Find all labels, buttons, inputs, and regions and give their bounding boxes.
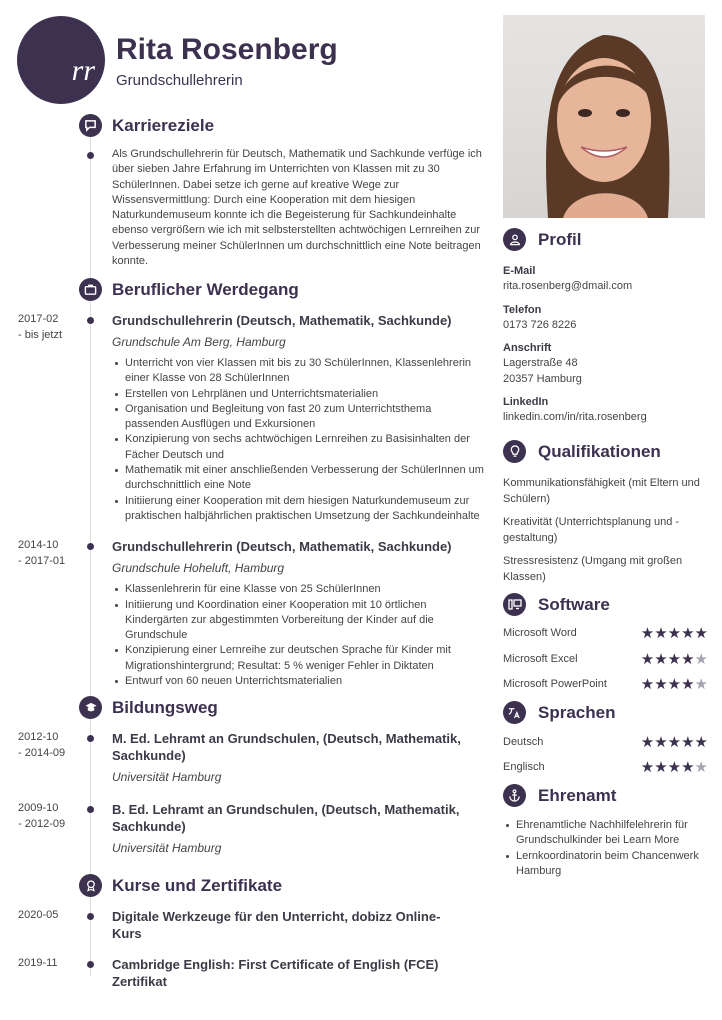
field-value: 0173 726 8226 — [503, 318, 577, 331]
skill-name: Microsoft Excel — [503, 652, 578, 665]
career-summary: Als Grundschullehrerin für Deutsch, Mathematik und Sachkunde verfüge ich über sieben Jahre Erfahrung im Unterrichten von Klassen mit zu 30 SchülerInnen. Dabei setze ich gerne auf kreative Wege zur Wissensvermittlung: Durch eine Kooperation mit dem hiesigen Naturkundemuseum konnte ich die Begeisterung für Sachkundeinhalte ebenso vergrößern wie ich mit selbsterstellten achtwöchigen Lernreihen zur Verbesserung meiner SchülerInnen um durchschnittlich eine Note beitragen konnte. — [112, 148, 482, 268]
job-title: Grundschullehrerin — [116, 72, 243, 89]
course-date: 2020-05 — [18, 909, 59, 921]
section-heading: Karriereziele — [112, 116, 215, 135]
star-icon: ★ — [667, 676, 682, 694]
briefcase-icon — [79, 278, 102, 301]
list-item: Ehrenamtliche Nachhilfelehrerin für Grundschulkinder bei Learn More — [503, 818, 708, 849]
list-item: Mathematik mit einer anschließenden Verbesserung der SchülerInnen um durchschnittlich eine Note — [112, 463, 486, 494]
list-item: Erstellen von Lehrplänen und Unterrichtsmaterialien — [112, 387, 486, 402]
list-item: Lernkoordinatorin beim Chancenwerk Hamburg — [503, 849, 708, 880]
star-icon: ★ — [667, 650, 682, 668]
field-value: linkedin.com/in/rita.rosenberg — [503, 411, 647, 423]
sidebar — [503, 15, 708, 879]
skill-row — [503, 621, 708, 647]
section-heading: Software — [538, 594, 610, 614]
company: Grundschule Am Berg, Hamburg — [112, 335, 286, 349]
star-icon: ★ — [694, 676, 708, 694]
translate-icon — [503, 701, 526, 724]
profile-field — [503, 303, 708, 334]
section-heading: Ehrenamt — [538, 786, 617, 805]
graduation-cap-icon — [79, 696, 102, 719]
star-icon: ★ — [640, 625, 655, 643]
star-icon: ★ — [681, 733, 695, 751]
course-entry — [0, 908, 490, 942]
star-icon: ★ — [640, 759, 655, 777]
star-icon: ★ — [654, 733, 668, 751]
rating-stars — [641, 675, 708, 693]
date-end: - 2014-09 — [18, 746, 66, 759]
star-icon: ★ — [654, 625, 668, 643]
date-start: 2009-10 — [18, 802, 59, 814]
date-end: - bis jetzt — [18, 328, 63, 341]
language-row — [503, 729, 708, 755]
date-start: 2012-10 — [18, 731, 59, 743]
star-icon: ★ — [681, 625, 695, 643]
profile-field — [503, 395, 708, 426]
list-item: Unterricht von vier Klassen mit bis zu 30 SchülerInnen, Klassenlehrerin einer Klasse von 28 SchülerInnen — [112, 356, 486, 387]
star-icon: ★ — [681, 759, 695, 777]
education-entry — [0, 730, 490, 785]
education-entry — [0, 801, 490, 856]
field-label: Anschrift — [503, 342, 552, 354]
field-value: 20357 Hamburg — [503, 372, 582, 385]
rating-stars — [641, 624, 708, 642]
monogram-logo: rr — [17, 16, 105, 104]
field-value: Lagerstraße 48 — [503, 357, 578, 369]
rating-stars — [641, 733, 708, 751]
field-label: Telefon — [503, 303, 542, 316]
profile-photo — [503, 15, 705, 218]
star-icon: ★ — [694, 759, 708, 777]
devices-icon — [503, 593, 526, 616]
rating-stars — [641, 758, 708, 776]
star-icon: ★ — [654, 676, 668, 694]
skill-name: Microsoft Word — [503, 627, 577, 640]
course-title: Cambridge English: First Certificate of English (FCE) Zertifikat — [112, 957, 439, 989]
skill-name: Microsoft PowerPoint — [503, 678, 607, 691]
field-value: rita.rosenberg@dmail.com — [503, 280, 633, 292]
skill-row — [503, 646, 708, 672]
timeline-dot — [87, 913, 94, 920]
date-end: - 2017-01 — [18, 554, 66, 567]
list-item: Organisation und Begleitung von fast 20 zum Unterrichtsthema passenden Ausflügen und Exkursionen — [112, 402, 486, 433]
speech-bubble-icon — [79, 114, 102, 137]
anchor-icon — [503, 784, 526, 807]
user-icon — [503, 228, 526, 251]
timeline-dot — [87, 152, 94, 159]
date-start: 2017-02 — [18, 313, 59, 325]
star-icon: ★ — [640, 733, 655, 751]
star-icon: ★ — [640, 676, 655, 694]
profile-field — [503, 341, 708, 387]
list-item: Initiierung und Koordination einer Kooperation mit 10 örtlichen Kindergärten zur abgestimmten Vorbereitung der Kinder auf die Grundschule — [112, 598, 486, 644]
list-item: Konzipierung von sechs achtwöchigen Lernreihen zu Basisinhalten der Fächer Deutsch und — [112, 432, 486, 463]
star-icon: ★ — [681, 650, 695, 668]
timeline-dot — [87, 806, 94, 813]
degree-title: B. Ed. Lehramt an Grundschulen, (Deutsch, Mathematik, Sachkunde) — [112, 802, 460, 834]
section-heading: Profil — [538, 230, 582, 249]
date-end: - 2012-09 — [18, 817, 66, 830]
list-item: Konzipierung einer Lernreihe zur deutschen Sprache für Kinder mit Migrationshintergrund; Resultat: 5 % weniger Fehler in Diktaten — [112, 643, 486, 674]
language-name: Englisch — [503, 761, 545, 774]
section-heading: Kurse und Zertifikate — [112, 876, 283, 895]
list-item: Initiierung einer Kooperation mit dem hiesigen Naturkundemuseum zur praktischen halbjährlichen praktischen Umsetzung der Sachkundeinhalte — [112, 494, 486, 525]
date-start: 2014-10 — [18, 539, 59, 552]
section-heading: Qualifikationen — [538, 441, 661, 461]
section-education — [0, 696, 490, 856]
candidate-name: Rita Rosenberg — [116, 33, 338, 66]
star-icon: ★ — [654, 650, 668, 668]
qualification-item: Kommunikationsfähigkeit (mit Eltern und Schülern) — [503, 476, 700, 505]
profile-field — [503, 264, 708, 295]
job-entry — [0, 538, 490, 689]
star-icon: ★ — [654, 759, 668, 777]
timeline-dot — [87, 543, 94, 550]
company: Grundschule Hoheluft, Hamburg — [112, 561, 285, 576]
timeline-dot — [87, 317, 94, 324]
field-label: E-Mail — [503, 265, 536, 277]
section-heading: Beruflicher Werdegang — [112, 280, 299, 299]
star-icon: ★ — [667, 733, 682, 751]
star-icon: ★ — [681, 676, 695, 694]
section-heading: Bildungsweg — [112, 698, 218, 717]
school: Universität Hamburg — [112, 841, 222, 855]
award-icon — [79, 874, 102, 897]
skill-row — [503, 672, 708, 698]
list-item: Entwurf von 60 neuen Unterrichtsmaterialien — [112, 674, 486, 689]
course-date: 2019-11 — [18, 957, 58, 969]
course-title: Digitale Werkzeuge für den Unterricht, dobizz Online-Kurs — [112, 909, 441, 941]
star-icon: ★ — [640, 650, 655, 668]
school: Universität Hamburg — [112, 770, 222, 784]
language-name: Deutsch — [503, 735, 544, 748]
section-career — [0, 114, 490, 269]
job-entry — [0, 312, 490, 524]
lightbulb-icon — [503, 440, 526, 463]
course-entry — [0, 956, 490, 990]
section-courses — [0, 874, 490, 990]
rating-stars — [641, 650, 708, 668]
star-icon: ★ — [667, 759, 682, 777]
language-row — [503, 755, 708, 781]
qualification-item: Kreativität (Unterrichtsplanung und -gestaltung) — [503, 515, 680, 544]
timeline-dot — [87, 735, 94, 742]
qualification-item: Stressresistenz (Umgang mit großen Klassen) — [503, 554, 683, 583]
section-heading: Sprachen — [538, 703, 616, 722]
job-title: Grundschullehrerin (Deutsch, Mathematik, Sachkunde) — [112, 313, 452, 328]
degree-title: M. Ed. Lehramt an Grundschulen, (Deutsch, Mathematik, Sachkunde) — [112, 731, 461, 763]
timeline-dot — [87, 961, 94, 968]
star-icon: ★ — [694, 625, 708, 643]
star-icon: ★ — [667, 625, 682, 643]
star-icon: ★ — [694, 650, 708, 668]
job-title: Grundschullehrerin (Deutsch, Mathematik, Sachkunde) — [112, 539, 452, 555]
field-label: LinkedIn — [503, 396, 549, 408]
list-item: Klassenlehrerin für eine Klasse von 25 SchülerInnen — [112, 582, 486, 597]
section-experience — [0, 278, 490, 689]
star-icon: ★ — [694, 733, 708, 751]
